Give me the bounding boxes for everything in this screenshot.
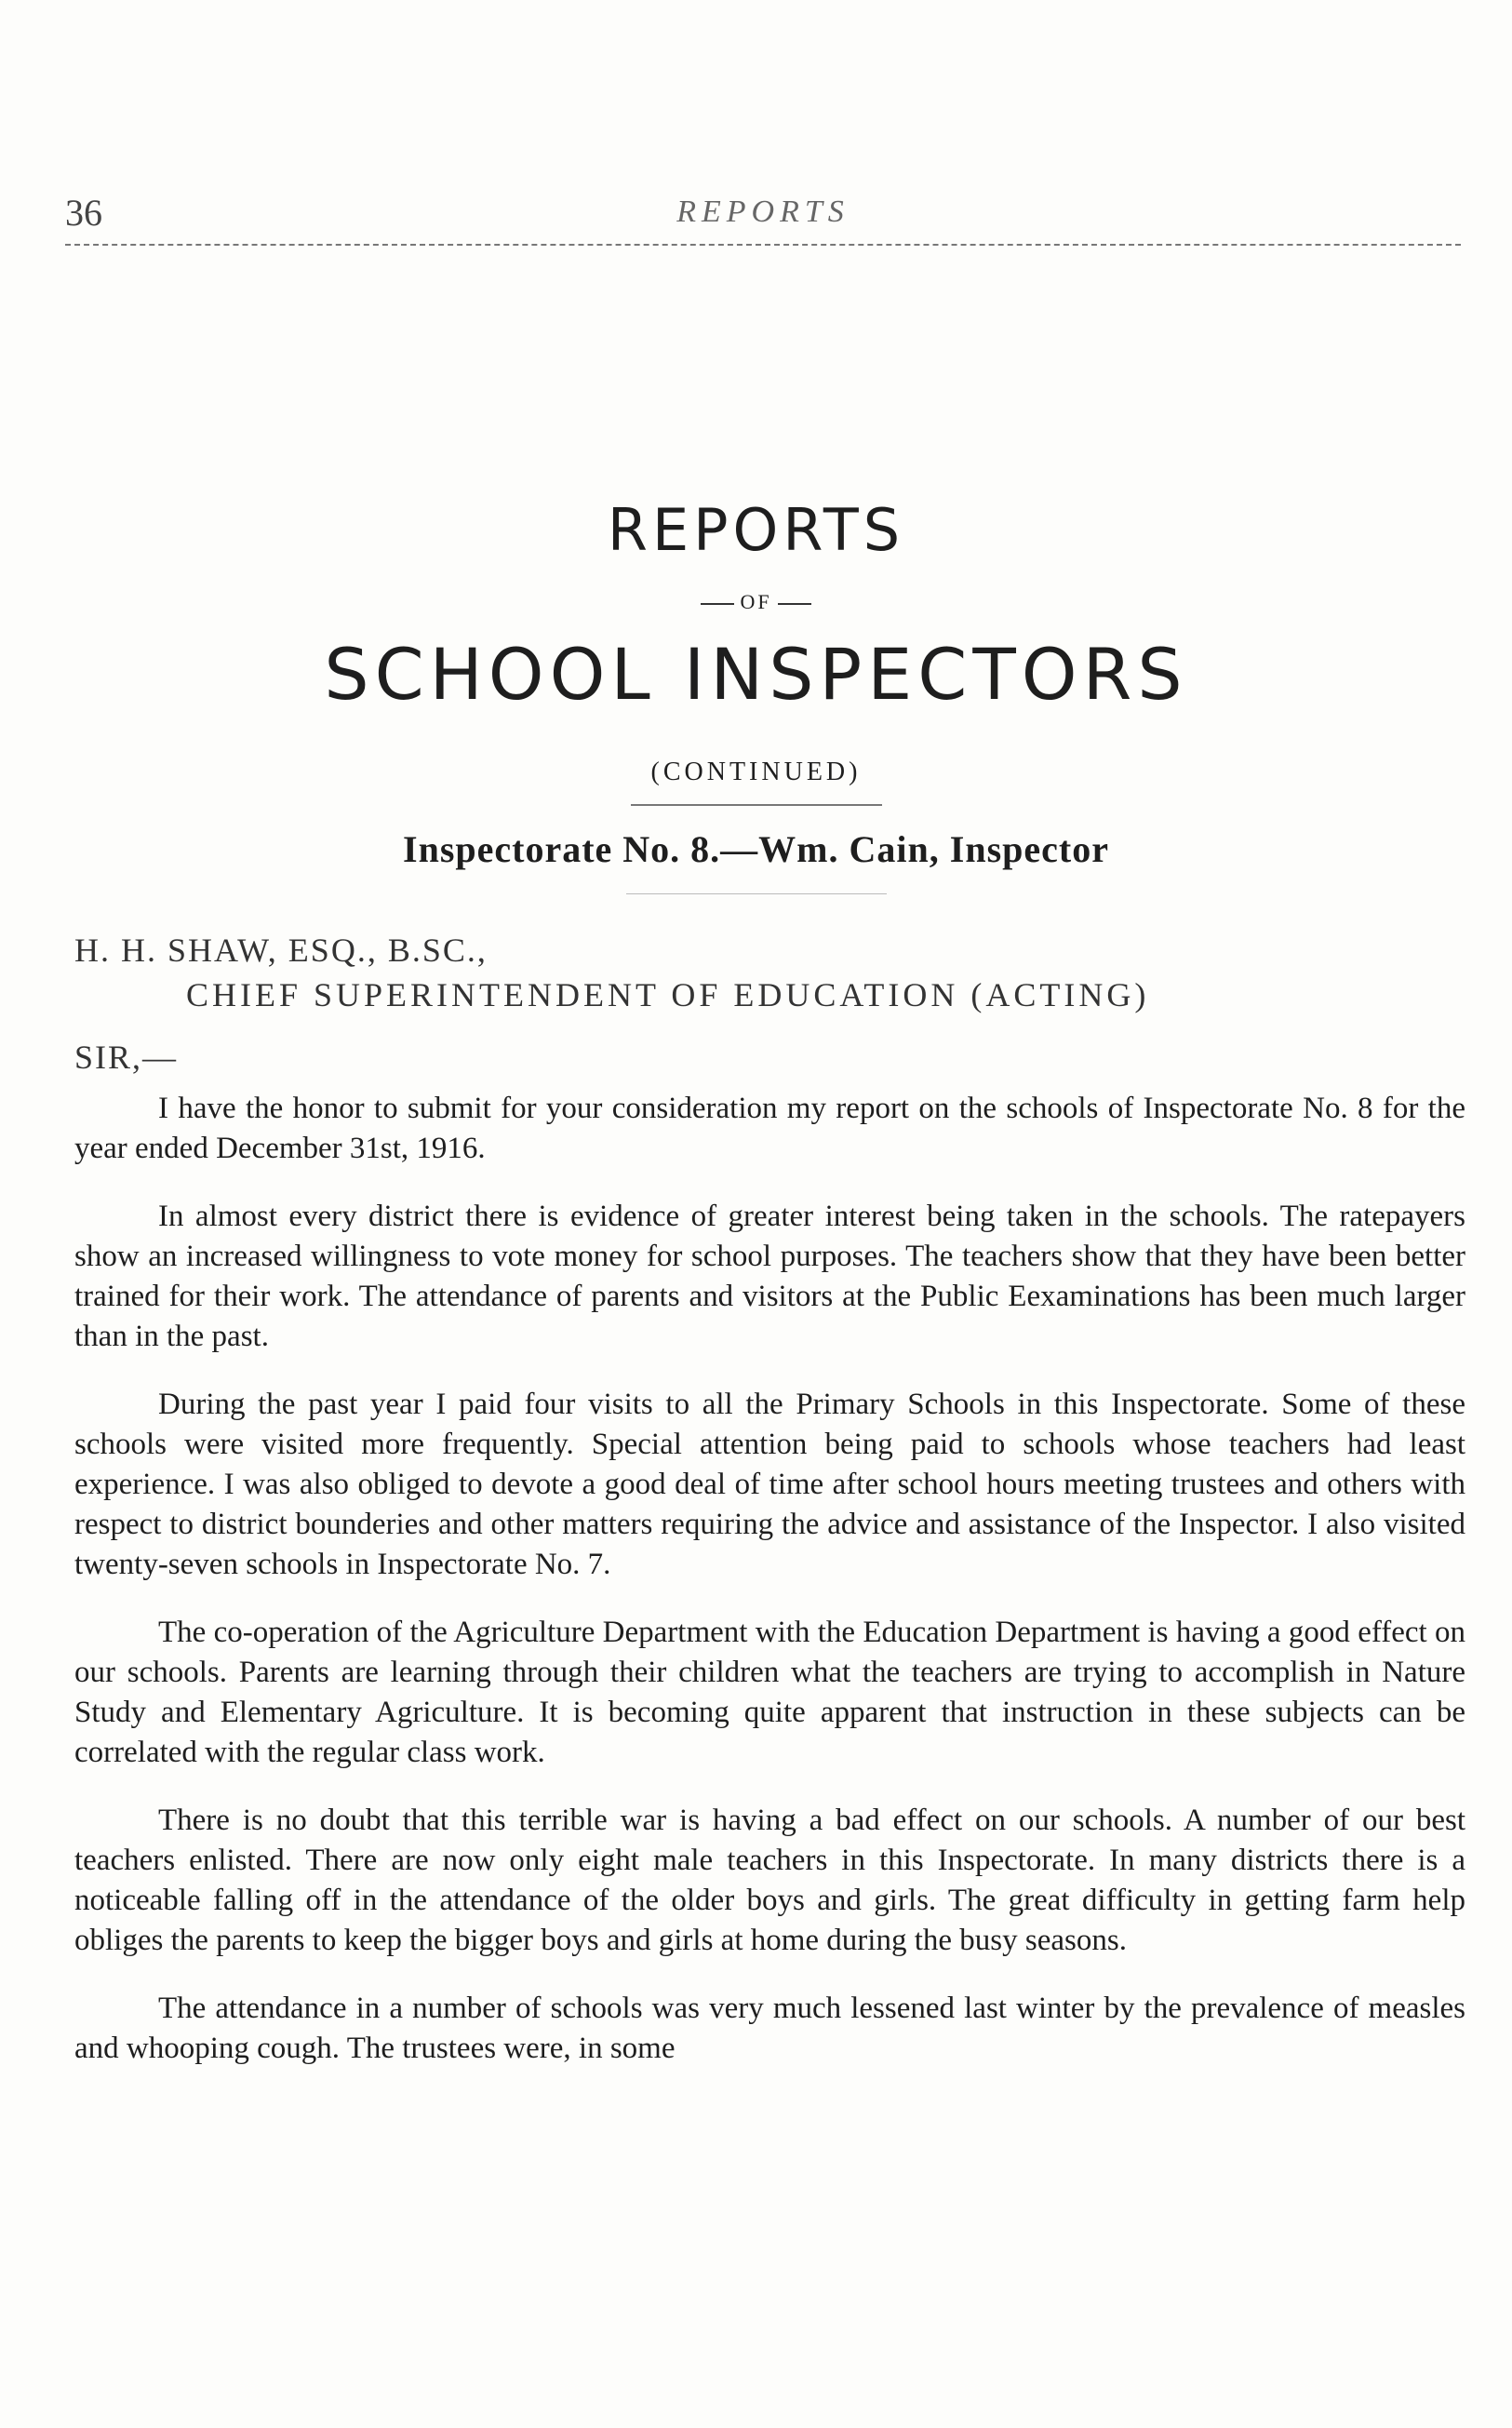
title-block [0,493,1512,894]
report-body [74,1089,1465,2069]
paragraph: The co-operation of the Agriculture Department with the Education Department is having a good effect on our schools. Parents are learning through their children what the teachers are trying to accomplish in Nature Study and Elementary Agriculture. It is becoming quite apparent that instruction in these subjects can be correlated with the regular class work. [74,1616,1465,1769]
title-of: OF [0,588,1512,616]
addressee: H. H. SHAW, ESQ., B.SC., [74,932,488,969]
inspectorate-divider [626,893,887,894]
title-main: REPORTS [607,496,905,564]
running-head [65,191,1461,247]
addressee-office: CHIEF SUPERINTENDENT OF EDUCATION (ACTING) [186,976,1150,1013]
paragraph: The attendance in a number of schools was very much lessened last winter by the prevalence of measles and whooping cough. The trustees were, in some [74,1992,1465,2065]
paragraph: I have the honor to submit for your consideration my report on the schools of Inspectorate No. 8 for the year ended December 31st, 1916. [74,1092,1465,1165]
greeting: SIR,— [74,1039,179,1076]
title-subtitle: SCHOOL INSPECTORS [324,633,1188,716]
paragraph: There is no doubt that this terrible war is having a bad effect on our schools. A number of our best teachers enlisted. There are now only eight male teachers in this Inspectorate. In many districts there is a noticeable falling off in the attendance of the older boys and girls. The great difficulty in getting farm help obliges the parents to keep the bigger boys and girls at home during the busy seasons. [74,1804,1465,1957]
page-number: 36 [65,192,102,234]
paragraph: In almost every district there is evidence of greater interest being taken in the schools. The ratepayers show an increased willingness to vote money for school purposes. The teachers show that they have been better trained for their work. The attendance of parents and visitors at the Public Eexaminations has been much larger than in the past. [74,1200,1465,1353]
inspectorate-heading: Inspectorate No. 8.—Wm. Cain, Inspector [403,828,1109,870]
continued-label: (CONTINUED) [650,758,862,786]
paragraph: During the past year I paid four visits to all the Primary Schools in this Inspectorate. Some of these schools were visited more frequently. Special attention being paid to schools whose teachers had least experience. I was also obliged to devote a good deal of time after school hours meeting trustees and others with respect to district bounderies and other matters requiring the advice and assistance of the Inspector. I also visited twenty-seven schools in Inspectorate No. 7. [74,1388,1465,1581]
running-title: REPORTS [676,195,850,229]
title-divider [631,804,882,806]
header-rule [65,244,1461,246]
